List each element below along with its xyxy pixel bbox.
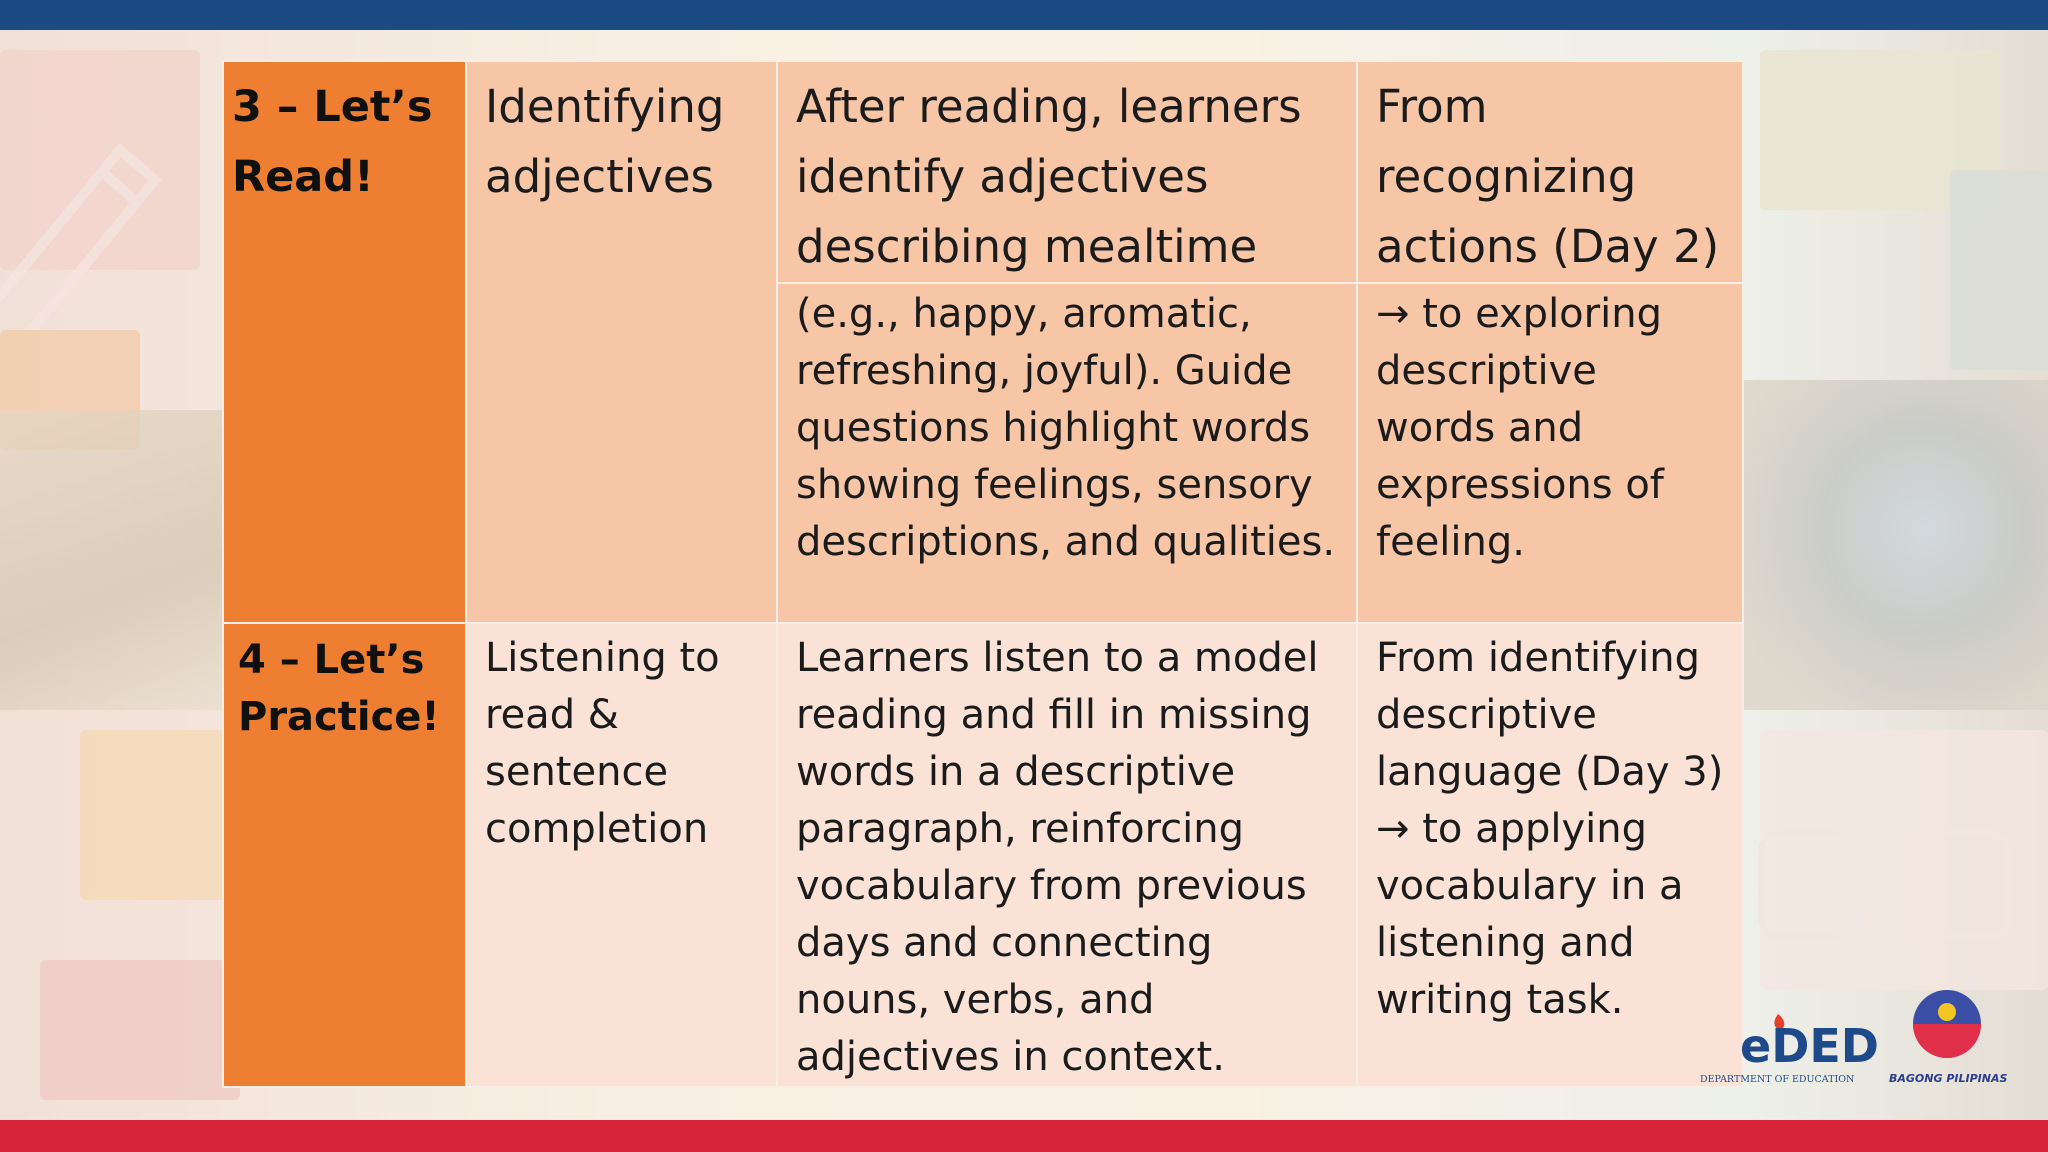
progression-text: From recognizing actions (Day 2)	[1376, 80, 1720, 273]
bottom-banner-bar	[0, 1120, 2048, 1152]
background-photo-children	[1740, 380, 2048, 710]
top-banner-bar	[0, 0, 2048, 30]
step-cell	[223, 61, 466, 623]
activity-text: Learners listen to a model reading and fill in missing words in a descriptive paragraph, reinforcing vocabulary from previous days and connecting nouns, verbs, and adjectives in context.	[796, 635, 1319, 1080]
table-row	[223, 623, 1743, 1087]
progression-cell	[1357, 623, 1743, 1087]
focus-text: Listening to read & sentence completion	[485, 635, 720, 852]
step-cell	[223, 623, 466, 1087]
step-label: 3 – Let’s Read!	[232, 82, 433, 202]
deped-logo	[1700, 1000, 1880, 1090]
activity-cell	[777, 623, 1357, 1087]
bg-tile	[80, 730, 240, 900]
background-photo-left	[0, 410, 240, 710]
focus-cell	[466, 623, 777, 1087]
minus-icon	[1900, 830, 2012, 940]
table-row	[223, 61, 1743, 283]
progression-text: From identifying descriptive language (Day 3) → to applying vocabulary in a listening and writing task.	[1376, 635, 1724, 1023]
progression-text: → to exploring descriptive words and expressions of feeling.	[1376, 291, 1664, 565]
activity-cell-continued	[777, 283, 1357, 623]
plus-icon	[1758, 830, 1870, 940]
bagong-pilipinas-caption: BAGONG PILIPINAS	[1889, 1072, 2008, 1085]
bg-tile	[40, 960, 240, 1100]
activity-text: (e.g., happy, aromatic, refreshing, joyful). Guide questions highlight words showing feelings, sensory descriptions, and qualities.	[796, 291, 1336, 565]
step-label: 4 – Let’s Practice!	[238, 637, 440, 740]
sun-icon	[1938, 1003, 1956, 1021]
deped-caption: DEPARTMENT OF EDUCATION	[1700, 1074, 1855, 1085]
progression-cell	[1357, 61, 1743, 283]
bg-tile	[1950, 170, 2048, 370]
activity-text: After reading, learners identify adjectives describing mealtime	[796, 80, 1302, 273]
emblem-red-half	[1913, 1024, 1981, 1058]
pencil-icon	[0, 90, 170, 330]
activity-cell	[777, 61, 1357, 283]
deped-wordmark: eDED	[1740, 1019, 1879, 1073]
lesson-plan-table	[222, 60, 1744, 1088]
bagong-pilipinas-logo	[1885, 982, 2010, 1092]
progression-cell-continued	[1357, 283, 1743, 623]
focus-text: Identifying adjectives	[485, 80, 725, 203]
focus-cell	[466, 61, 777, 623]
